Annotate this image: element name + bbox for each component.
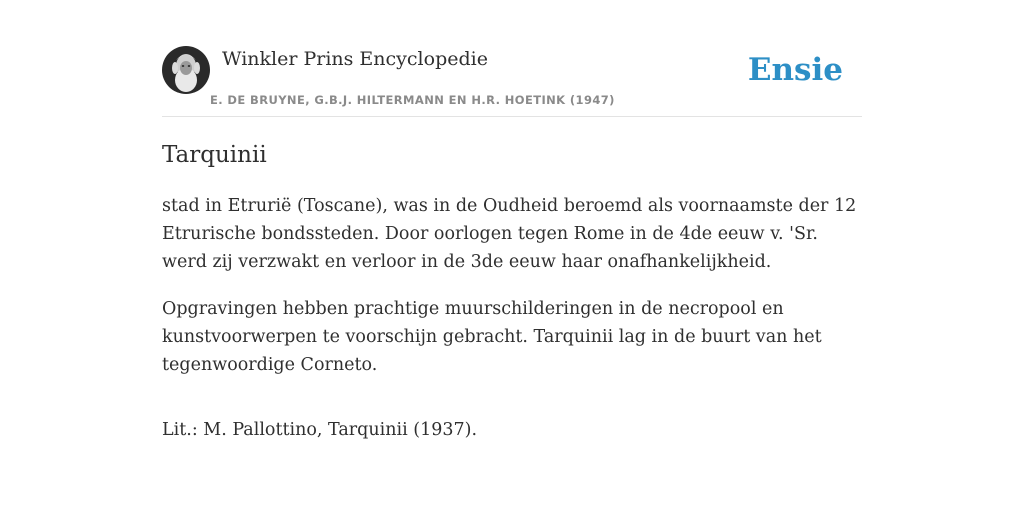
site-header [162, 46, 862, 117]
literature-reference: Lit.: M. Pallottino, Tarquinii (1937). [162, 420, 478, 440]
article-body [162, 192, 862, 463]
article-paragraph: Opgravingen hebben prachtige muurschilderingen in de necropool en kunstvoorwerpen te voorschijn gebracht. Tarquinii lag in de buurt van het tegenwoordige Corneto. [162, 299, 822, 375]
authors-line: E. DE BRUYNE, G.B.J. HILTERMANN EN H.R. HOETINK (1947) [210, 93, 615, 107]
article-title: Tarquinii [162, 142, 267, 168]
brand-logo-link[interactable]: Ensie [747, 52, 843, 88]
avatar[interactable] [162, 46, 210, 94]
page [162, 0, 862, 512]
author-portrait-icon [162, 46, 210, 94]
site-title[interactable]: Winkler Prins Encyclopedie [222, 48, 488, 70]
article-paragraph: stad in Etrurië (Toscane), was in de Oudheid beroemd als voornaamste der 12 Etrurische bondssteden. Door oorlogen tegen Rome in de 4de eeuw v. 'Sr. werd zij verzwakt en verloor in de 3de eeuw haar onafhankelijkheid. [162, 196, 857, 272]
